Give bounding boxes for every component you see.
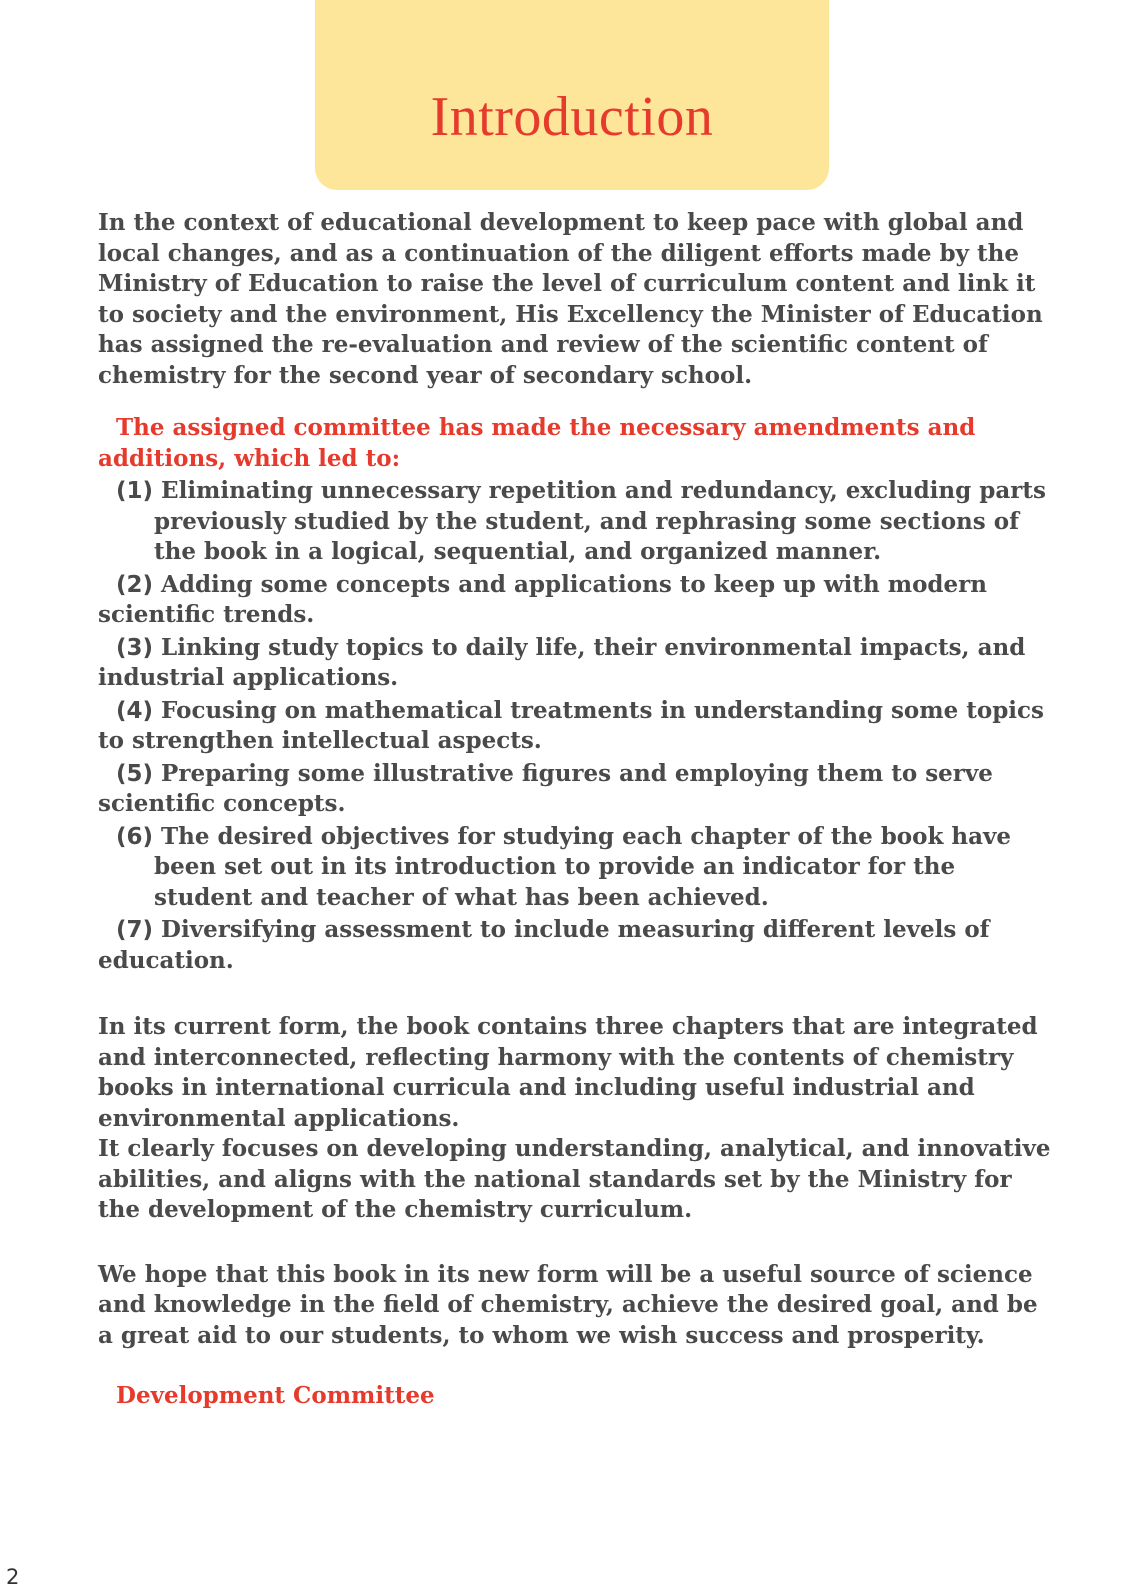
book-paragraph-1: In its current form, the book contains three chapters that are integrated and interconnected, reflecting harmony with the contents of chemistry books in international curricula and including useful industrial and environmental applications.	[98, 1013, 1038, 1132]
amendment-item: (6) The desired objectives for studying each chapter of the book have been set out in its introduction to provide an indicator for the student and teacher of what has been achieved.	[116, 822, 1012, 911]
amendment-item: (5) Preparing some illustrative figures and employing them to serve scientific concepts.	[98, 759, 993, 817]
amendment-item: (1) Eliminating unnecessary repetition and redundancy, excluding parts previously studied by the student, and rephrasing some sections of the book in a logical, sequential, and organized manner.	[116, 477, 1046, 565]
book-paragraph-2: It clearly focuses on developing understanding, analytical, and innovative abilities, and aligns with the national standards set by the Ministry for the development of the chemistry curriculum.	[98, 1135, 1051, 1223]
page-number: 2	[6, 1565, 20, 1589]
page-title: Introduction	[430, 86, 714, 148]
intro-paragraph: In the context of educational development to keep pace with global and local changes, and as a continuation of the diligent efforts made by the Ministry of Education to raise the level of curriculum content and link it to society and the environment, His Excellency the Minister of Education has assigned the re-evaluation and review of the scientific content of chemistry for the second year of secondary school.	[98, 209, 1043, 389]
amendment-item: (7) Diversifying assessment to include measuring different levels of education.	[98, 916, 990, 974]
amendments-list	[98, 476, 1058, 976]
amendment-item: (4) Focusing on mathematical treatments in understanding some topics to strengthen intellectual aspects.	[98, 696, 1044, 754]
title-banner	[315, 0, 829, 190]
committee-lead: The assigned committee has made the necessary amendments and additions, which led to:	[98, 414, 976, 472]
amendment-item: (3) Linking study topics to daily life, their environmental impacts, and industrial applications.	[98, 633, 1026, 691]
page-content	[98, 208, 1058, 1351]
signature: Development Committee	[116, 1382, 435, 1409]
closing-paragraph: We hope that this book in its new form will be a useful source of science and knowledge in the field of chemistry, achieve the desired goal, and be a great aid to our students, to whom we wish success and prosperity.	[98, 1260, 1038, 1349]
amendment-item: (2) Adding some concepts and applications to keep up with modern scientific trends.	[98, 570, 987, 628]
